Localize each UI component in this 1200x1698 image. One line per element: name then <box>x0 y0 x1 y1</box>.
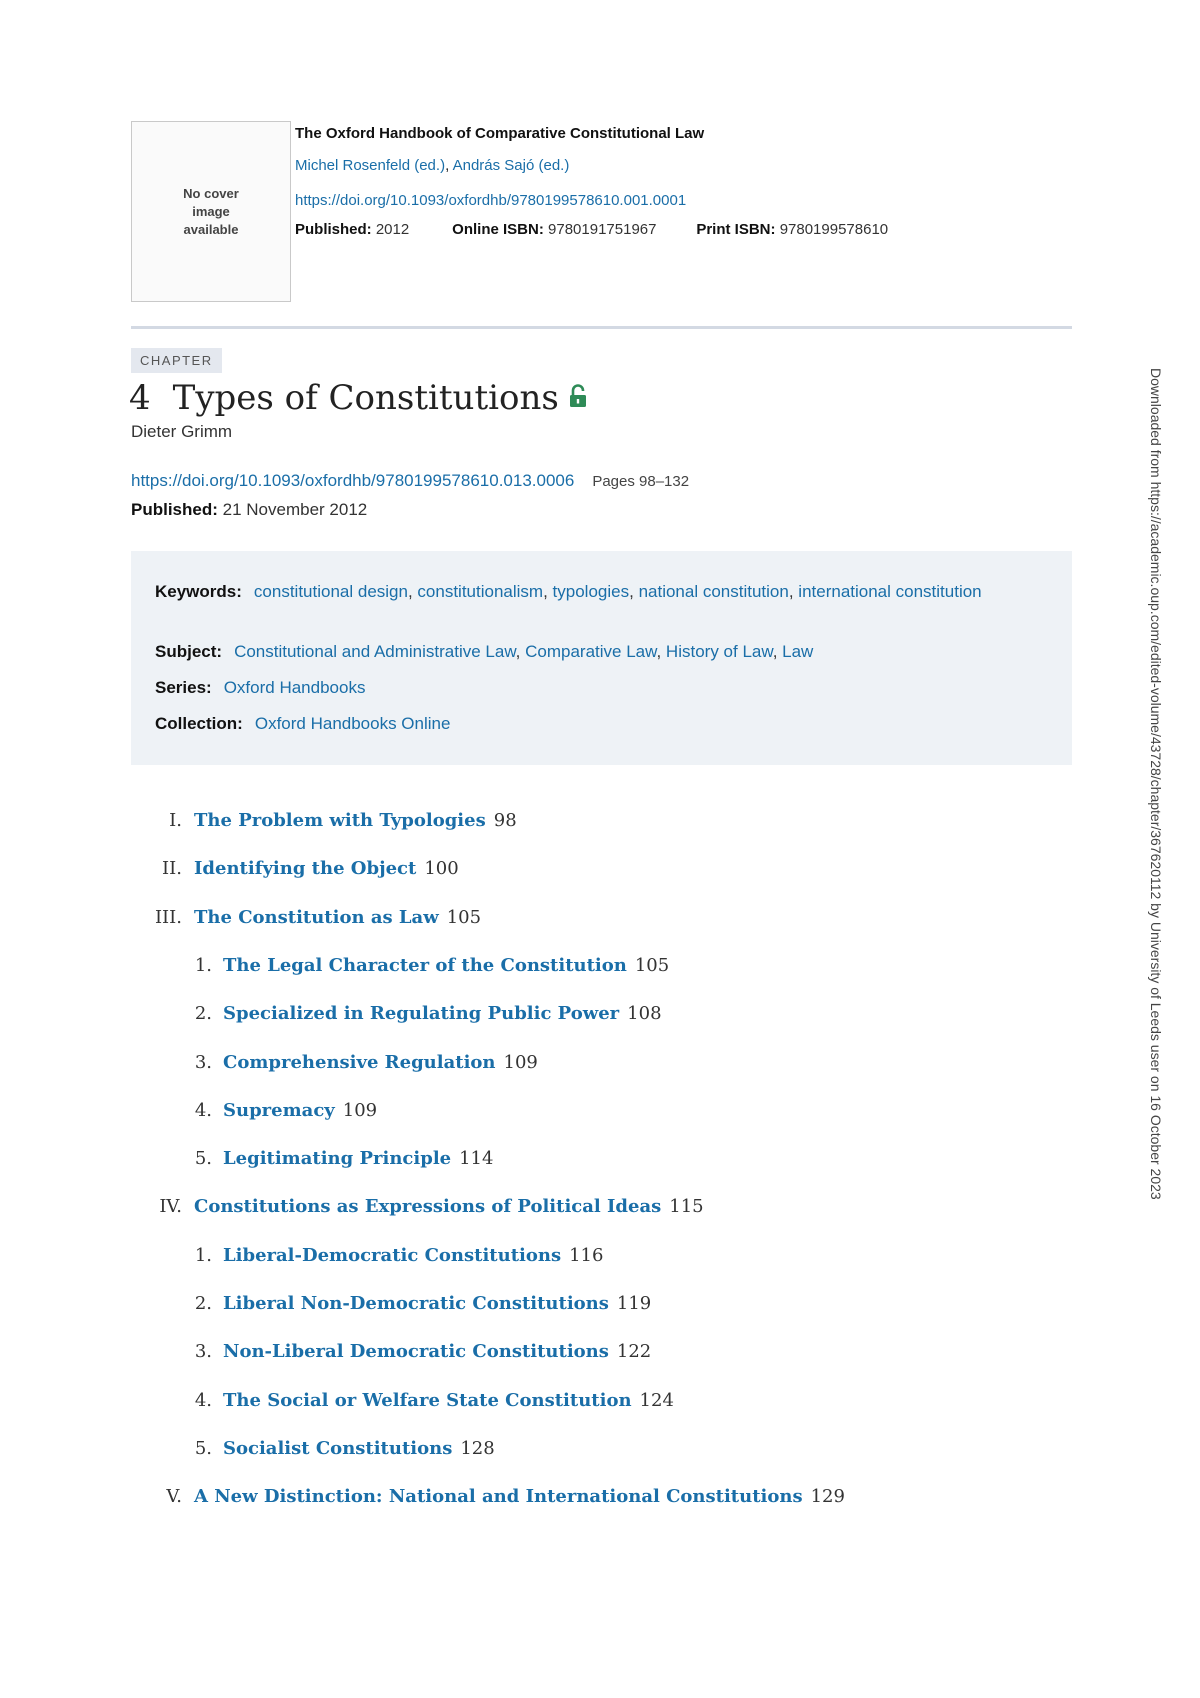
toc-entry-number: IV. <box>159 1196 182 1218</box>
toc-entry-number: 3. <box>194 1051 212 1073</box>
download-watermark: Downloaded from https://academic.oup.com/edited-volume/43728/chapter/367620112 by University of Leeds user on 16 October 2023 <box>1148 368 1164 1200</box>
toc-entry-number: 4. <box>194 1389 212 1411</box>
toc-entry-page: 119 <box>616 1293 652 1314</box>
book-published <box>295 221 448 238</box>
chapter-published-value: 21 November 2012 <box>222 500 368 519</box>
toc-entry-number: II. <box>162 858 182 880</box>
chapter-published-label: Published: <box>131 500 218 519</box>
toc-entry-title: Supremacy <box>223 1099 335 1121</box>
toc-entry-title: Comprehensive Regulation <box>223 1051 496 1073</box>
toc-entry-link[interactable] <box>223 1341 651 1362</box>
toc-entry-link[interactable] <box>223 955 669 976</box>
toc-entry-title: Socialist Constitutions <box>223 1437 453 1459</box>
toc-entry-page: 114 <box>459 1148 494 1170</box>
toc-entry-number: 1. <box>194 954 212 976</box>
toc-entry-title: A New Distinction: National and International Constitutions <box>194 1486 803 1508</box>
toc-entry-link[interactable] <box>223 1100 377 1121</box>
published-label: Published: <box>295 221 372 238</box>
subject-line: Subject: Constitutional and Administrative Law, Comparative Law, History of Law, Law <box>155 642 814 661</box>
online-isbn-value: 9780191751967 <box>548 221 657 238</box>
toc-entry-page: 100 <box>424 858 459 880</box>
subject-link[interactable]: Law <box>782 642 814 661</box>
keyword-link[interactable]: international constitution <box>798 582 982 601</box>
toc-entry-page: 129 <box>810 1486 845 1508</box>
book-print-isbn <box>696 221 888 238</box>
print-isbn-label: Print ISBN: <box>696 221 776 238</box>
toc-entry-link[interactable] <box>223 1003 662 1024</box>
keywords-line: Keywords: constitutional design, constitutionalism, typologies, national constitution, international constitution <box>155 582 982 601</box>
book-header <box>131 121 1081 305</box>
toc-entry-number: 4. <box>194 1099 212 1121</box>
subject-link[interactable]: Constitutional and Administrative Law <box>234 642 516 661</box>
toc-entry-number: 2. <box>194 1293 212 1314</box>
toc-entry-title: Constitutions as Expressions of Political Ideas <box>194 1196 662 1218</box>
collection-link[interactable]: Oxford Handbooks Online <box>254 714 451 733</box>
chapter-author: Dieter Grimm <box>131 422 233 441</box>
toc-entry-title: Identifying the Object <box>194 858 417 880</box>
toc-entry-page: 116 <box>569 1244 604 1266</box>
toc-entry-page: 128 <box>460 1437 495 1459</box>
toc-entry-number: 5. <box>194 1437 212 1459</box>
chapter-doi-row <box>131 471 689 491</box>
toc-entry-page: 105 <box>446 906 482 928</box>
toc-entry-link[interactable] <box>223 1245 603 1266</box>
subject-link[interactable]: History of Law <box>665 642 773 661</box>
toc-entry-link[interactable] <box>194 1486 845 1507</box>
chapter-badge: CHAPTER <box>131 348 222 373</box>
series-link[interactable]: Oxford Handbooks <box>223 678 366 697</box>
series-line <box>155 678 365 698</box>
toc-entry-link[interactable] <box>223 1293 651 1314</box>
keyword-link[interactable]: typologies <box>552 582 630 601</box>
toc-entry-page: 115 <box>669 1196 704 1218</box>
editor-separator: , <box>445 157 453 174</box>
toc-entry-title: The Social or Welfare State Constitution <box>223 1389 632 1411</box>
toc-entry-page: 98 <box>493 810 517 831</box>
toc-entry-page: 109 <box>503 1051 538 1073</box>
toc-entry-title: The Problem with Typologies <box>194 810 486 831</box>
editor-link-sajo[interactable]: András Sajó (ed.) <box>452 157 570 174</box>
toc-entry-number: V. <box>166 1486 182 1508</box>
keyword-link[interactable]: constitutional design <box>253 582 408 601</box>
subject-link[interactable]: Comparative Law <box>525 642 657 661</box>
toc-entry-number: 5. <box>194 1148 212 1170</box>
toc-entry-number: 1. <box>194 1244 212 1266</box>
toc-entry-title: The Constitution as Law <box>194 906 439 928</box>
toc-entry-link[interactable] <box>223 1052 538 1073</box>
toc-entry-link[interactable] <box>223 1148 493 1169</box>
toc-entry-page: 124 <box>639 1389 674 1411</box>
toc-entry-title: Legitimating Principle <box>223 1148 452 1170</box>
subject-label: Subject: <box>155 642 223 661</box>
cover-placeholder-text: No cover image available <box>183 185 239 237</box>
online-isbn-label: Online ISBN: <box>452 221 544 238</box>
book-publication-row <box>295 221 888 238</box>
toc-entry-title: Non-Liberal Democratic Constitutions <box>223 1341 609 1363</box>
toc-entry-title: Liberal Non-Democratic Constitutions <box>223 1293 609 1314</box>
chapter-doi-link[interactable]: https://doi.org/10.1093/oxfordhb/9780199578610.013.0006 <box>131 471 575 490</box>
toc-entry-link[interactable] <box>194 907 481 928</box>
chapter-number: 4 <box>129 378 151 418</box>
series-label: Series: <box>155 678 212 697</box>
chapter-published <box>131 500 367 520</box>
toc-entry-link[interactable] <box>194 858 459 879</box>
book-doi-link[interactable]: https://doi.org/10.1093/oxfordhb/9780199578610.001.0001 <box>295 192 687 209</box>
open-access-lock-icon <box>569 373 587 421</box>
collection-line <box>155 714 450 734</box>
metadata-panel <box>131 551 1072 765</box>
keyword-link[interactable]: constitutionalism <box>417 582 544 601</box>
toc-entry-number: 3. <box>194 1341 212 1363</box>
toc-entry-title: Specialized in Regulating Public Power <box>223 1003 620 1025</box>
keyword-link[interactable]: national constitution <box>638 582 789 601</box>
chapter-title: Types of Constitutions <box>172 378 559 418</box>
published-value: 2012 <box>375 221 410 238</box>
book-online-isbn <box>452 221 692 238</box>
header-divider <box>131 326 1072 329</box>
toc-entry-page: 122 <box>616 1341 652 1363</box>
book-cover-placeholder <box>131 121 291 302</box>
keywords-label: Keywords: <box>155 582 242 601</box>
toc-entry-link[interactable] <box>194 1196 704 1217</box>
chapter-pages: Pages 98–132 <box>592 473 690 490</box>
chapter-heading <box>129 374 587 422</box>
toc-entry-title: The Legal Character of the Constitution <box>223 954 627 976</box>
book-title: The Oxford Handbook of Comparative Constitutional Law <box>295 125 705 142</box>
toc-entry-page: 105 <box>634 954 670 976</box>
toc-entry-page: 108 <box>627 1003 662 1025</box>
toc-entry-number: III. <box>154 906 182 928</box>
collection-label: Collection: <box>155 714 243 733</box>
toc-entry-link[interactable] <box>194 810 517 831</box>
toc-entry-link[interactable] <box>223 1438 495 1459</box>
toc-entry-link[interactable] <box>223 1390 674 1411</box>
toc-entry-number: 2. <box>194 1003 212 1025</box>
print-isbn-value: 9780199578610 <box>779 221 889 238</box>
editor-link-rosenfeld[interactable]: Michel Rosenfeld (ed.) <box>295 157 446 174</box>
toc-entry-number: I. <box>169 810 182 831</box>
book-editors <box>295 157 569 174</box>
toc-entry-title: Liberal-Democratic Constitutions <box>223 1244 562 1266</box>
toc-entry-page: 109 <box>342 1099 378 1121</box>
